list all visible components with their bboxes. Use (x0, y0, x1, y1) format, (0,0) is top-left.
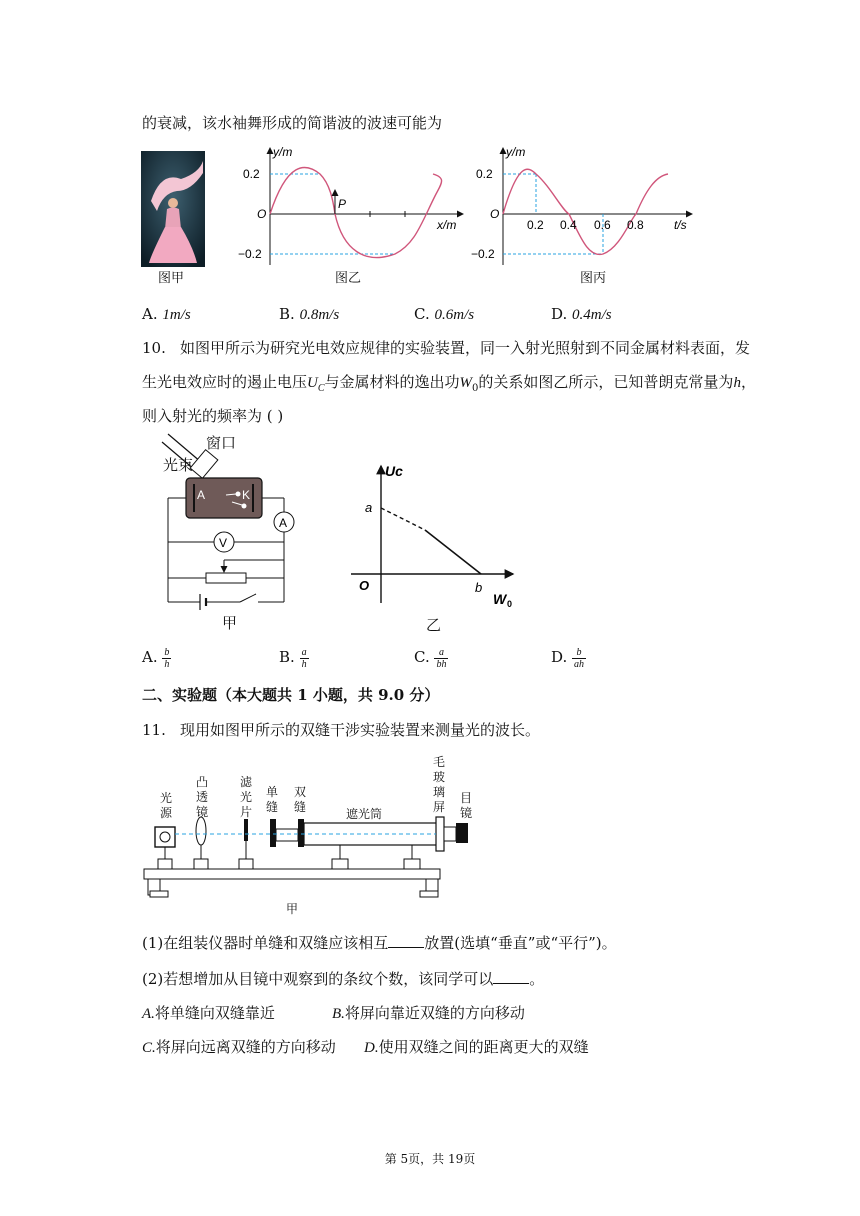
anode-label: A (197, 488, 206, 502)
wave-graph-x (235, 140, 470, 270)
answer-blank-2[interactable] (493, 969, 529, 984)
graph-c-tick: 0.2 (527, 218, 544, 232)
graph-c-ytop: 0.2 (476, 167, 493, 181)
graph-c-tick: 0.4 (560, 218, 577, 232)
q10-stem-line1: 如图甲所示为研究光电效应规律的实验装置，同一入射光照射到不同金属材料表面，发 (180, 339, 751, 357)
q10-stem-line2: 生光电效应时的遏止电压$U_C$与金属材料的逸出功$W_0$的关系如图乙所示，已知普朗克常量为h， (142, 373, 756, 394)
q9-stem-tail: 的衰减，该水袖舞形成的简谐波的波速可能为 (142, 114, 443, 132)
fig-b-caption: 图乙 (335, 271, 362, 286)
graph-c-xlabel: t/s (674, 218, 687, 232)
page-footer: 第 5页，共 19页 (384, 1152, 476, 1166)
label-eyepiece: 目 镜 (460, 791, 473, 820)
dancer-photo (141, 151, 205, 267)
label-double-slit: 双 缝 (294, 785, 307, 814)
fig-q10b-caption: 乙 (426, 616, 442, 634)
q10-option-a[interactable]: A. $\frac{b}{h}$ (142, 646, 170, 670)
graph-b-point-p: P (338, 197, 347, 211)
q10-option-b[interactable]: B. $\frac{a}{h}$ (279, 646, 307, 670)
label-screen: 毛 玻 璃 屏 (433, 755, 446, 814)
q10-option-c[interactable]: C. $\frac{a}{bh}$ (414, 646, 447, 670)
q11-choice-d[interactable]: D.使用双缝之间的距离更大的双缝 (364, 1038, 589, 1056)
graph-c-tick: 0.8 (627, 218, 644, 232)
label-tube: 遮光筒 (346, 807, 383, 821)
q9-option-a[interactable]: A. 1m/s (142, 305, 191, 323)
graph-c-ylabel: y/m (506, 145, 526, 159)
graph-uc-xlabel: W (493, 591, 507, 607)
q9-option-b[interactable]: B. 0.8m/s (279, 305, 340, 323)
fig-q10a-caption: 甲 (222, 614, 238, 632)
label-single-slit: 单 缝 (266, 785, 279, 814)
point-a-label: a (365, 500, 373, 515)
section-title: 二、实验题（本大题共 1 小题，共 9.0 分） (142, 686, 440, 704)
q11-stem: 现用如图甲所示的双缝干涉实验装置来测量光的波长。 (180, 721, 541, 739)
q10-stem-line3: 则入射光的频率为 ( ) (142, 407, 284, 425)
q9-option-c[interactable]: C. 0.6m/s (414, 305, 475, 323)
cathode-label: K (242, 488, 251, 502)
q11-choice-b[interactable]: B.将屏向靠近双缝的方向移动 (332, 1004, 525, 1022)
q11-sub1: (1)在组装仪器时单缝和双缝应该相互 放置(选填“垂直”或“平行”)。 (142, 934, 617, 952)
q10-number: 10. (142, 339, 166, 357)
q9-option-d[interactable]: D. 0.4m/s (551, 305, 612, 323)
graph-b-ylabel: y/m (273, 145, 293, 159)
graph-b-ytop: 0.2 (243, 167, 260, 181)
graph-b-origin: O (257, 207, 267, 221)
q11-choice-c[interactable]: C.将屏向远离双缝的方向移动 (142, 1038, 336, 1056)
window-label: 窗口 (206, 434, 237, 452)
q11-choice-a[interactable]: A.将单缝向双缝靠近 (142, 1004, 275, 1022)
voltmeter-label: V (219, 536, 228, 550)
fig-q11-caption: 甲 (286, 902, 299, 916)
graph-uc-ylabel: Uc (385, 463, 403, 479)
label-light-source: 光 源 (160, 791, 173, 820)
ammeter-label: A (279, 516, 288, 530)
double-slit-apparatus (140, 755, 480, 920)
graph-b-xlabel: x/m (437, 218, 457, 232)
graph-c-origin: O (490, 207, 500, 221)
q11-sub2: (2)若想增加从目镜中观察到的条纹个数，该同学可以 。 (142, 970, 545, 988)
label-lens: 凸 透 镜 (196, 775, 209, 819)
uc-w0-graph (345, 458, 525, 618)
graph-uc-xsub: 0 (507, 599, 513, 609)
fig-c-caption: 图丙 (580, 271, 607, 286)
fig-a-caption: 图甲 (158, 271, 185, 286)
graph-c-tick: 0.6 (594, 218, 611, 232)
wave-graph-t (470, 140, 700, 270)
graph-c-ybottom: −0.2 (471, 247, 495, 261)
answer-blank-1[interactable] (388, 933, 424, 948)
graph-uc-origin: O (359, 578, 370, 593)
point-b-label: b (475, 580, 483, 595)
q10-option-d[interactable]: D. $\frac{b}{ah}$ (551, 646, 585, 670)
q11-number: 11. (142, 721, 166, 739)
beam-label: 光束 (163, 456, 194, 474)
label-filter: 滤 光 片 (240, 775, 253, 819)
graph-b-ybottom: −0.2 (238, 247, 262, 261)
